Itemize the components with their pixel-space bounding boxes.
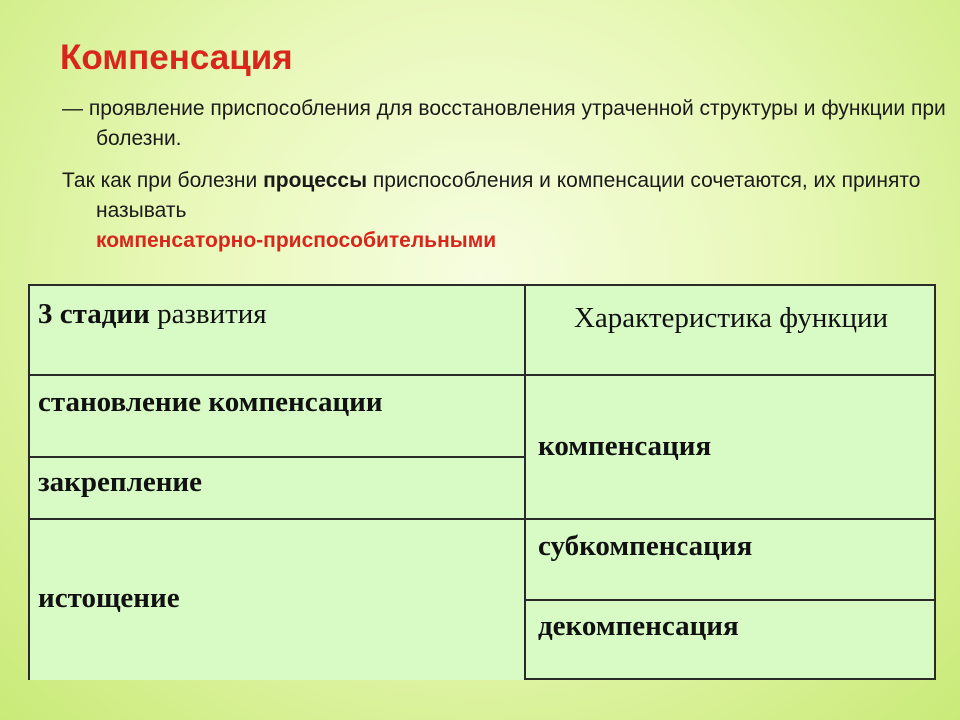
header-stages [38,298,267,331]
note-bold-word: процессы [263,169,368,192]
stage-cell: закрепление [38,466,203,498]
stage-cell: истощение [38,582,180,614]
characteristic-cell: субкомпенсация [538,530,753,562]
table-border-right [934,284,936,680]
definition-sentence: — проявление приспособления для восстановления утраченной структуры и функции при болезни. [62,97,946,150]
slide-title: Компенсация [60,38,293,77]
note-term: компенсаторно-приспособительными [96,229,497,252]
table-row-divider-1 [28,456,526,458]
table-row-divider-3 [524,599,936,601]
table-border-bottom-right [524,678,936,680]
note-text [62,166,956,256]
characteristic-cell: декомпенсация [538,610,739,642]
note-start: Так как при болезни [62,169,264,192]
header-stages-bold: 3 стадии [38,298,150,330]
characteristic-cell: компенсация [538,430,712,462]
stages-table [28,284,936,680]
table-border-left [28,284,30,680]
definition-text [62,94,956,154]
table-row-divider-2 [28,518,936,520]
table-header-divider [28,374,936,376]
stage-cell: становление компенсации [38,386,383,418]
table-divider-vertical [524,284,526,680]
note-middle: приспособления и компенсации сочетаются, их принято называть [96,169,921,222]
header-characteristics: Характеристика функции [573,302,889,334]
table-border-top [28,284,936,286]
header-stages-rest: развития [149,298,267,330]
